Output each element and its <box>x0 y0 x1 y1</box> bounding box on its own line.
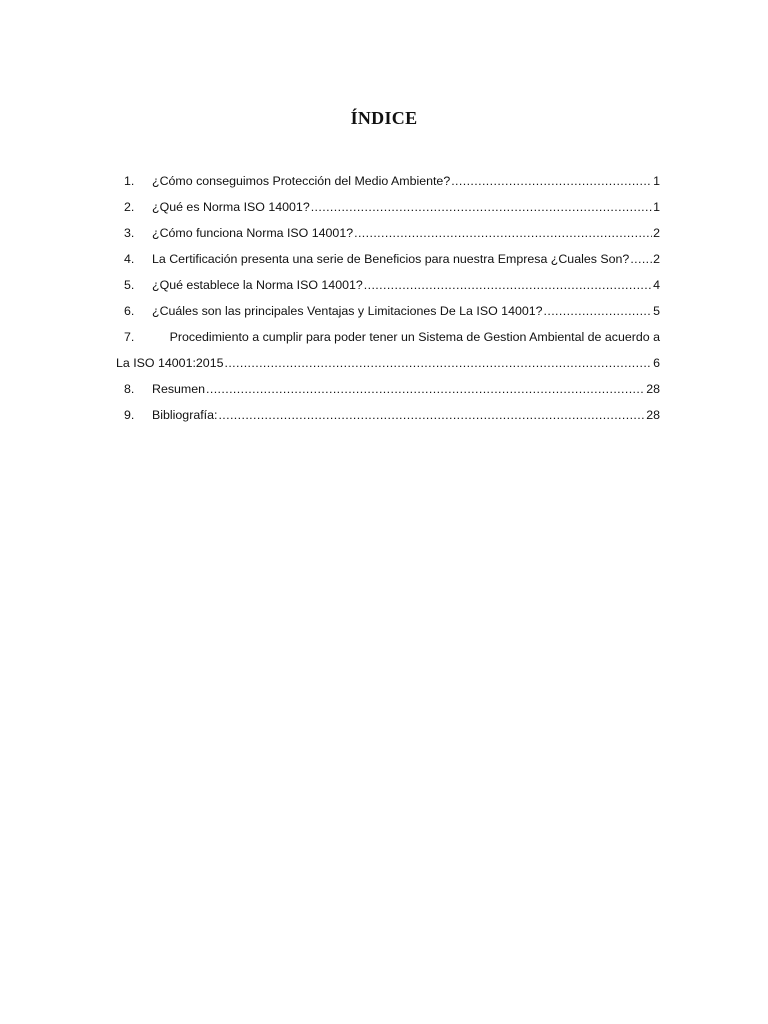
toc-dot-leader <box>224 354 652 373</box>
page-title: ÍNDICE <box>350 108 418 128</box>
toc-entry-label: ¿Qué es Norma ISO 14001? <box>152 200 310 214</box>
toc-entry-label: Resumen <box>152 382 206 396</box>
toc-entry-page: 4 <box>653 278 660 292</box>
toc-entry-page: 6 <box>653 356 660 370</box>
toc-entry-number: 6. <box>124 304 135 318</box>
toc-entry-label-line-1: Procedimiento a cumplir para poder tener un Sistema de Gestion Ambiental de acuerdo a <box>169 330 660 344</box>
toc-entry-line-1 <box>124 328 660 347</box>
toc-entry-label-line-2: La ISO 14001:2015 <box>116 356 224 370</box>
toc-dot-leader <box>630 250 652 269</box>
toc-entry-6[interactable] <box>124 302 660 321</box>
toc-entry-8[interactable] <box>124 380 660 399</box>
toc-entry-page: 28 <box>646 382 660 396</box>
toc-dot-leader <box>354 224 652 243</box>
toc-dot-leader <box>311 198 652 217</box>
toc-entry-5[interactable] <box>124 276 660 295</box>
toc-entry-number: 7. <box>124 330 135 344</box>
toc-entry-number: 4. <box>124 252 135 266</box>
toc-entry-label: ¿Cuáles son las principales Ventajas y Limitaciones De La ISO 14001? <box>152 304 543 318</box>
toc-entry-page: 5 <box>653 304 660 318</box>
toc-entry-2[interactable] <box>124 198 660 217</box>
toc-dot-leader <box>451 172 652 191</box>
toc-entry-label: Bibliografía: <box>152 408 218 422</box>
toc-dot-leader <box>218 406 645 425</box>
toc-entry-number: 9. <box>124 408 135 422</box>
toc-entry-label: ¿Qué establece la Norma ISO 14001? <box>152 278 363 292</box>
toc-entry-4[interactable] <box>124 250 660 269</box>
toc-entry-page: 2 <box>653 226 660 240</box>
toc-entry-number: 1. <box>124 174 135 188</box>
toc-entry-label: ¿Cómo conseguimos Protección del Medio Ambiente? <box>152 174 451 188</box>
toc-entry-number: 8. <box>124 382 135 396</box>
toc-dot-leader <box>544 302 653 321</box>
toc-dot-leader <box>206 380 645 399</box>
toc-entry-9[interactable] <box>124 406 660 425</box>
toc-entry-page: 1 <box>653 200 660 214</box>
toc-entry-label: La Certificación presenta una serie de Beneficios para nuestra Empresa ¿Cuales Son? <box>152 252 630 266</box>
table-of-contents <box>116 172 660 432</box>
toc-entry-1[interactable] <box>124 172 660 191</box>
toc-entry-3[interactable] <box>124 224 660 243</box>
toc-dot-leader <box>364 276 652 295</box>
toc-entry-7[interactable] <box>116 328 660 373</box>
toc-entry-page: 28 <box>646 408 660 422</box>
toc-entry-page: 1 <box>653 174 660 188</box>
toc-entry-page: 2 <box>653 252 660 266</box>
toc-entry-label: ¿Cómo funciona Norma ISO 14001? <box>152 226 354 240</box>
toc-entry-number: 2. <box>124 200 135 214</box>
toc-entry-number: 3. <box>124 226 135 240</box>
toc-entry-number: 5. <box>124 278 135 292</box>
toc-entry-line-2 <box>116 354 660 373</box>
